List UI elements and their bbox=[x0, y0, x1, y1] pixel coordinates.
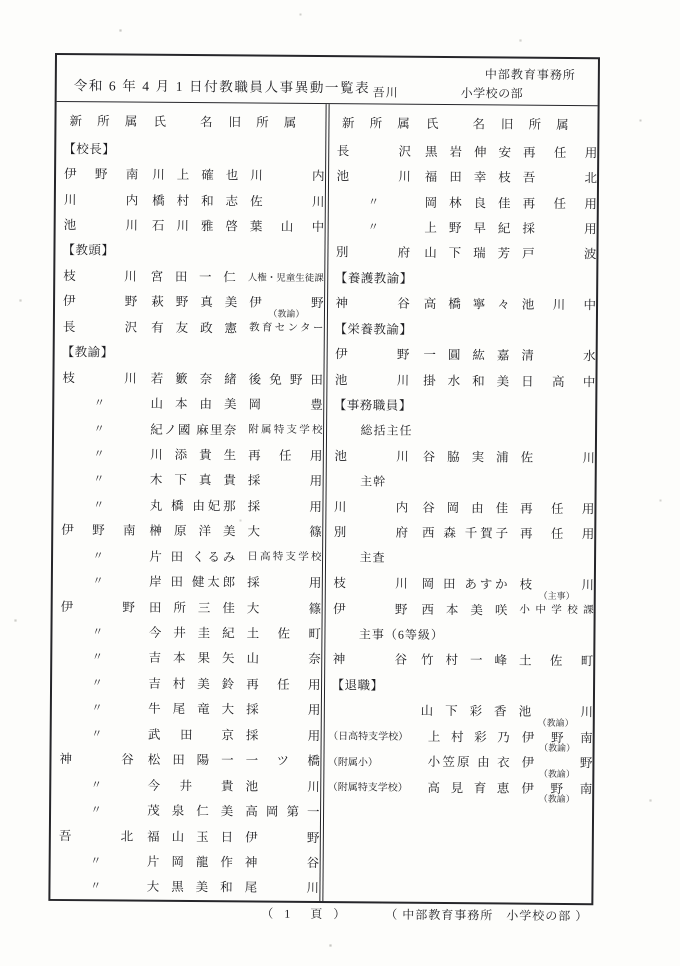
old-affiliation-cell bbox=[518, 702, 593, 728]
new-affiliation-cell: 〃 bbox=[90, 880, 102, 893]
name-cell: 橋 村 和 志 bbox=[152, 193, 239, 208]
new-affiliation-cell: 枝 川 bbox=[63, 268, 137, 284]
old-affiliation-cell bbox=[247, 573, 321, 592]
subsection-header-row bbox=[326, 468, 595, 496]
old-note: （教諭） bbox=[537, 717, 574, 728]
section-label: 【事務職員】 bbox=[333, 398, 412, 413]
table-row bbox=[327, 290, 596, 318]
old-affiliation-text: 採 用 bbox=[247, 575, 322, 591]
subsection-label: 主査 bbox=[359, 550, 386, 565]
name-cell: 田 所 三 佳 bbox=[148, 600, 235, 615]
new-affiliation-cell: （附属特支学校） bbox=[327, 782, 408, 794]
table-row bbox=[51, 771, 320, 799]
old-affiliation-text: 伊 野 南 bbox=[521, 730, 593, 745]
new-affiliation-cell: 別 府 bbox=[335, 245, 411, 261]
name-cell: 丸 橋 由妃那 bbox=[149, 498, 236, 514]
name-cell: 山 下 瑞 芳 bbox=[424, 246, 511, 262]
header-old-affiliation: 旧 所 属 bbox=[228, 115, 303, 130]
section-name: 小学校の部 bbox=[460, 86, 524, 101]
table-row bbox=[51, 796, 320, 824]
old-affiliation-cell bbox=[246, 649, 320, 668]
name-cell: 高 見 育 恵 bbox=[427, 780, 510, 796]
name-cell: 谷 岡 由 佳 bbox=[422, 500, 509, 516]
old-affiliation-text: 附属特支学校 bbox=[248, 424, 323, 437]
name-cell: 榊 原 洋 美 bbox=[149, 523, 236, 539]
name-cell: 谷 脇 実 浦 bbox=[422, 449, 509, 465]
old-affiliation-cell bbox=[248, 395, 322, 414]
new-affiliation-cell: 伊 野 bbox=[333, 601, 408, 617]
name-cell: 福 田 幸 枝 bbox=[424, 170, 511, 185]
table-row bbox=[56, 160, 325, 188]
old-affiliation-text: 再 任 用 bbox=[522, 145, 598, 160]
right-column-rows bbox=[324, 137, 598, 805]
header-old-affiliation: 旧 所 属 bbox=[500, 117, 575, 133]
new-affiliation-cell: 池 川 bbox=[334, 449, 409, 464]
old-affiliation-text: 採 用 bbox=[522, 221, 597, 237]
column-headers bbox=[56, 102, 325, 137]
old-affiliation-text: 池 川 bbox=[245, 779, 320, 794]
new-affiliation-cell bbox=[332, 710, 406, 711]
table-row bbox=[325, 570, 594, 601]
new-affiliation-cell: 〃 bbox=[93, 499, 105, 512]
old-affiliation-cell bbox=[521, 753, 593, 779]
new-affiliation-cell: 〃 bbox=[91, 728, 103, 741]
old-affiliation-text: 再 任 用 bbox=[248, 448, 323, 464]
old-affiliation-cell bbox=[520, 524, 594, 543]
old-affiliation-text: 教育センター bbox=[249, 322, 324, 335]
name-cell: 小笠原 由 衣 bbox=[427, 755, 510, 770]
old-affiliation-cell bbox=[519, 602, 593, 618]
subsection-header-row bbox=[325, 620, 594, 648]
old-affiliation-text: 一 ツ 橋 bbox=[245, 753, 321, 769]
old-affiliation-cell bbox=[521, 346, 595, 365]
old-affiliation-text: 伊 野 南 bbox=[521, 781, 593, 796]
table-row bbox=[328, 188, 597, 216]
table-row bbox=[328, 213, 597, 241]
old-affiliation-cell bbox=[247, 549, 321, 565]
section-header-row bbox=[55, 237, 324, 265]
old-affiliation-text: 採 用 bbox=[247, 499, 323, 514]
table-row bbox=[52, 695, 321, 723]
name-cell: 牛 尾 竜 大 bbox=[148, 702, 235, 717]
name-cell: 吉 本 果 矢 bbox=[148, 651, 235, 666]
new-affiliation-cell: 長 沢 bbox=[336, 143, 412, 159]
old-affiliation-cell bbox=[246, 700, 320, 719]
new-affiliation-cell: 〃 bbox=[90, 855, 102, 868]
old-note: （教諭） bbox=[538, 768, 575, 779]
section-label: 【校長】 bbox=[63, 141, 116, 157]
left-column bbox=[50, 102, 325, 901]
old-affiliation-text: 佐 川 bbox=[520, 450, 595, 466]
old-affiliation-cell bbox=[523, 168, 597, 187]
old-affiliation-text: 佐 川 bbox=[250, 194, 325, 209]
name-cell: 岡 田 あすか bbox=[421, 577, 508, 592]
table-row bbox=[54, 440, 323, 468]
name-cell: 一 圓 紘 嘉 bbox=[423, 348, 510, 363]
subsection-label: 主幹 bbox=[360, 474, 387, 489]
new-affiliation-cell: 長 沢 bbox=[62, 319, 138, 335]
new-affiliation-cell: 池 川 bbox=[336, 169, 411, 184]
table-row bbox=[53, 517, 322, 545]
name-cell: 掛 水 和 美 bbox=[423, 373, 510, 389]
old-affiliation-cell bbox=[521, 778, 593, 805]
new-affiliation-cell: 別 府 bbox=[333, 525, 409, 541]
table-row bbox=[51, 822, 320, 850]
subsection-header-row bbox=[325, 544, 594, 572]
table-row bbox=[54, 466, 323, 494]
footer-source: （ 中部教育事務所 小学校の部 ） bbox=[385, 907, 589, 924]
table-row bbox=[326, 442, 595, 470]
name-cell: 今 井 圭 紀 bbox=[148, 625, 235, 641]
table-row bbox=[53, 593, 322, 621]
name-cell: 片 岡 龍 作 bbox=[146, 854, 233, 870]
old-affiliation-cell bbox=[249, 293, 324, 319]
table-row bbox=[56, 186, 325, 214]
name-cell: 有 友 政 憲 bbox=[151, 320, 238, 336]
header-new-affiliation: 新 所 属 bbox=[341, 116, 416, 131]
old-affiliation-text: 大 篠 bbox=[246, 601, 322, 616]
old-affiliation-cell bbox=[248, 496, 322, 515]
name-cell: 黒 岩 伸 安 bbox=[424, 144, 512, 160]
name-cell: 石 川 雅 啓 bbox=[151, 218, 238, 234]
page-footer bbox=[0, 903, 673, 926]
old-affiliation-cell bbox=[245, 776, 319, 795]
name-cell: 吉 村 美 鈴 bbox=[148, 676, 235, 692]
old-affiliation-text: 伊 野 bbox=[521, 755, 593, 771]
old-affiliation-cell bbox=[250, 191, 324, 210]
new-affiliation-cell: 〃 bbox=[91, 677, 103, 690]
old-note: （教諭） bbox=[538, 793, 575, 805]
old-affiliation-cell bbox=[246, 751, 320, 770]
old-affiliation-text: 小中学校課 bbox=[519, 604, 594, 617]
old-affiliation-cell bbox=[248, 471, 322, 490]
table-row bbox=[329, 137, 598, 165]
new-affiliation-cell: 〃 bbox=[91, 651, 103, 664]
table-row bbox=[328, 163, 597, 191]
old-affiliation-cell bbox=[248, 445, 322, 464]
table-row bbox=[326, 519, 595, 547]
new-affiliation-cell: 川 内 bbox=[63, 192, 139, 208]
old-affiliation-cell bbox=[247, 522, 321, 541]
name-cell: 大 黒 美 和 bbox=[146, 880, 233, 895]
table-row bbox=[53, 542, 322, 570]
section-header-row bbox=[56, 135, 325, 163]
old-note: （教諭） bbox=[539, 743, 576, 754]
new-affiliation-cell: 〃 bbox=[91, 702, 103, 715]
old-affiliation-text: 再 任 用 bbox=[522, 196, 597, 211]
name-cell: 若 籔 奈 緒 bbox=[150, 371, 237, 387]
name-cell: 松 田 陽 一 bbox=[147, 752, 234, 768]
section-label: 【教諭】 bbox=[61, 345, 114, 360]
old-affiliation-text: 再 任 用 bbox=[246, 677, 321, 692]
section-label: 【養護教諭】 bbox=[334, 271, 413, 286]
new-affiliation-cell: 神 谷 bbox=[59, 752, 134, 767]
old-affiliation-cell bbox=[521, 727, 593, 754]
old-affiliation-text: 採 用 bbox=[246, 702, 321, 718]
table-row bbox=[51, 745, 320, 773]
old-affiliation-cell bbox=[522, 244, 596, 263]
new-affiliation-cell: 伊 野 南 bbox=[64, 167, 139, 182]
old-affiliation-cell bbox=[245, 878, 319, 897]
old-affiliation-text: 人権・児童生徒課 bbox=[247, 273, 324, 284]
old-affiliation-cell bbox=[247, 598, 321, 617]
old-affiliation-cell bbox=[519, 575, 594, 601]
old-affiliation-cell bbox=[248, 422, 322, 438]
old-affiliation-cell bbox=[249, 320, 323, 336]
old-affiliation-cell bbox=[250, 166, 324, 185]
old-affiliation-text: 尾 川 bbox=[244, 880, 320, 896]
name-cell: 茂 泉 仁 美 bbox=[147, 803, 234, 819]
old-affiliation-text: 枝 川 bbox=[519, 577, 594, 593]
new-affiliation-cell: 池 川 bbox=[334, 372, 410, 388]
name-cell: 武 田 京 bbox=[147, 727, 234, 743]
old-affiliation-text: 伊 野 bbox=[245, 830, 320, 845]
table-row bbox=[53, 567, 322, 595]
old-affiliation-cell bbox=[246, 674, 320, 693]
table-row bbox=[50, 873, 319, 901]
old-affiliation-text: 再 任 用 bbox=[519, 526, 595, 542]
old-affiliation-text: 岡 豊 bbox=[248, 397, 323, 413]
section-label: 【退職】 bbox=[331, 678, 384, 693]
old-affiliation-text: 後免野田 bbox=[248, 372, 324, 387]
name-cell: 川 添 貴 生 bbox=[150, 447, 237, 463]
section-header-row bbox=[324, 671, 593, 699]
old-affiliation-text: 採 用 bbox=[245, 728, 321, 743]
new-affiliation-cell: 〃 bbox=[92, 549, 104, 563]
column-headers bbox=[329, 104, 598, 139]
old-affiliation-cell bbox=[250, 217, 324, 236]
table-row bbox=[327, 366, 596, 394]
new-affiliation-cell: 〃 bbox=[93, 473, 105, 486]
old-affiliation-cell bbox=[519, 651, 593, 670]
old-affiliation-text: 神 谷 bbox=[244, 855, 320, 871]
page-number: （ 1 頁 ） bbox=[261, 906, 350, 922]
left-column-rows bbox=[50, 135, 324, 900]
name-cell: 木 下 真 貴 bbox=[149, 473, 236, 488]
table-row bbox=[328, 239, 597, 267]
table-row bbox=[51, 847, 320, 875]
new-affiliation-cell: 神 谷 bbox=[332, 652, 408, 668]
old-affiliation-cell bbox=[523, 193, 597, 212]
table-row bbox=[54, 389, 323, 417]
old-affiliation-text: 日 高 中 bbox=[521, 374, 596, 389]
old-affiliation-text: 川 内 bbox=[250, 168, 325, 184]
document-title: 令和 6 年 4 月 1 日付教職員人事異動一覧表 bbox=[73, 78, 371, 96]
table-row bbox=[52, 669, 321, 697]
section-header-row bbox=[327, 315, 596, 343]
old-affiliation-cell bbox=[522, 219, 596, 238]
section-label: 【栄養教諭】 bbox=[334, 321, 413, 337]
old-affiliation-text: 池 川 bbox=[518, 704, 593, 720]
new-affiliation-cell: 神 谷 bbox=[335, 296, 410, 312]
old-affiliation-text: 池 川 中 bbox=[521, 297, 597, 313]
old-affiliation-text: 採 用 bbox=[247, 473, 323, 489]
old-affiliation-cell bbox=[520, 498, 594, 517]
table-row bbox=[54, 415, 323, 443]
new-affiliation-cell: 枝 川 bbox=[62, 370, 137, 386]
section-label: 【教頭】 bbox=[62, 243, 115, 258]
old-affiliation-text: 吾 北 bbox=[522, 170, 598, 186]
old-affiliation-text: 再 任 用 bbox=[520, 501, 595, 517]
header-name: 氏 名 bbox=[425, 116, 489, 132]
old-affiliation-cell bbox=[246, 725, 320, 744]
old-affiliation-text: 大 篠 bbox=[247, 524, 322, 540]
new-affiliation-cell: 伊 野 南 bbox=[61, 523, 136, 538]
new-affiliation-cell: 〃 bbox=[92, 575, 104, 588]
new-affiliation-cell: 〃 bbox=[93, 422, 105, 435]
old-affiliation-cell bbox=[245, 852, 319, 871]
district-name: 吾川 bbox=[372, 85, 399, 100]
new-affiliation-cell: 〃 bbox=[367, 196, 380, 209]
table-row bbox=[55, 288, 324, 319]
subsection-label: 主事（6等級） bbox=[358, 626, 445, 642]
table-columns bbox=[50, 102, 597, 903]
new-affiliation-cell: 〃 bbox=[367, 221, 379, 234]
new-affiliation-cell: 伊 野 bbox=[335, 347, 410, 362]
name-cell: 宮 田 一 仁 bbox=[150, 269, 236, 285]
name-cell: 萩 野 真 美 bbox=[151, 295, 238, 310]
document-sheet bbox=[48, 53, 600, 905]
old-affiliation-text: 戸 波 bbox=[522, 247, 597, 262]
name-cell: 福 山 玉 日 bbox=[147, 829, 234, 844]
table-row bbox=[55, 262, 324, 290]
new-affiliation-cell: 伊 野 bbox=[63, 294, 138, 309]
table-row bbox=[54, 364, 323, 392]
new-affiliation-cell: （日高特支学校） bbox=[328, 731, 409, 744]
section-header-row bbox=[327, 391, 596, 419]
table-row bbox=[52, 720, 321, 748]
name-cell: 山 下 彩 香 bbox=[420, 704, 507, 719]
old-affiliation-text: 山 奈 bbox=[246, 651, 321, 667]
table-row bbox=[52, 644, 321, 672]
old-affiliation-text: 伊 野 bbox=[249, 295, 324, 311]
old-affiliation-cell bbox=[522, 295, 596, 314]
old-affiliation-cell bbox=[247, 624, 321, 643]
new-affiliation-cell: 伊 野 bbox=[60, 599, 135, 615]
old-affiliation-text: 葉 山 中 bbox=[249, 219, 325, 235]
new-affiliation-cell: 枝 川 bbox=[333, 576, 408, 591]
name-cell: 上 村 彩 乃 bbox=[427, 729, 510, 745]
old-affiliation-text: 土 佐 町 bbox=[518, 654, 594, 669]
table-row bbox=[326, 493, 595, 521]
table-row bbox=[327, 341, 596, 369]
name-cell: 竹 村 一 峰 bbox=[420, 653, 508, 668]
new-affiliation-cell: 〃 bbox=[90, 804, 102, 817]
table-row bbox=[52, 618, 321, 646]
subsection-header-row bbox=[326, 417, 595, 445]
new-affiliation-cell: 〃 bbox=[93, 448, 105, 461]
new-affiliation-cell: （附属小） bbox=[327, 756, 378, 769]
document-header bbox=[57, 55, 598, 106]
name-cell: 西 本 美 咲 bbox=[421, 602, 508, 618]
section-header-row bbox=[328, 264, 597, 292]
old-affiliation-text: 土 佐 町 bbox=[246, 626, 322, 642]
old-affiliation-cell bbox=[523, 142, 597, 161]
old-note: （教諭） bbox=[268, 308, 305, 319]
old-affiliation-text: 日高特支学校 bbox=[247, 551, 322, 564]
name-cell: 山 本 由 美 bbox=[150, 396, 237, 412]
name-cell: 岸 田 健太郎 bbox=[149, 574, 236, 590]
old-affiliation-cell bbox=[248, 269, 324, 284]
name-cell: 今 井 貴 bbox=[147, 778, 234, 794]
old-affiliation-text: 高岡第一 bbox=[245, 804, 320, 820]
header-name: 氏 名 bbox=[153, 114, 216, 130]
office-name: 中部教育事務所 bbox=[484, 67, 576, 83]
table-row bbox=[56, 211, 325, 239]
name-cell: 片 田 くるみ bbox=[149, 549, 236, 565]
table-row bbox=[324, 697, 593, 728]
name-cell: 西 森 千賀子 bbox=[421, 526, 509, 541]
old-affiliation-cell bbox=[521, 448, 595, 467]
name-cell: 上 野 早 紀 bbox=[424, 220, 511, 236]
section-header-row bbox=[55, 338, 324, 366]
table-row bbox=[325, 646, 594, 674]
name-cell: 岡 林 良 佳 bbox=[424, 195, 511, 211]
new-affiliation-cell: 〃 bbox=[90, 778, 102, 792]
new-affiliation-cell: 池 川 bbox=[63, 218, 138, 233]
old-affiliation-cell bbox=[245, 802, 319, 821]
name-cell: 川 上 確 也 bbox=[152, 167, 239, 183]
table-row bbox=[53, 491, 322, 519]
new-affiliation-cell: 〃 bbox=[92, 626, 104, 639]
old-note: （主事） bbox=[538, 590, 575, 601]
new-affiliation-cell: 川 内 bbox=[333, 500, 409, 515]
old-affiliation-cell bbox=[521, 371, 595, 390]
new-affiliation-cell: 吾 北 bbox=[58, 828, 134, 844]
old-affiliation-cell bbox=[249, 369, 323, 388]
old-affiliation-text: 清 水 bbox=[521, 348, 596, 364]
name-cell: 高 橋 寧 々 bbox=[423, 297, 510, 312]
subsection-label: 総括主任 bbox=[360, 423, 413, 438]
right-column bbox=[323, 104, 598, 903]
header-new-affiliation: 新 所 属 bbox=[69, 114, 144, 129]
old-affiliation-cell bbox=[245, 827, 319, 846]
name-cell: 紀ノ國 麻里奈 bbox=[150, 422, 237, 437]
new-affiliation-cell: 〃 bbox=[93, 397, 105, 410]
